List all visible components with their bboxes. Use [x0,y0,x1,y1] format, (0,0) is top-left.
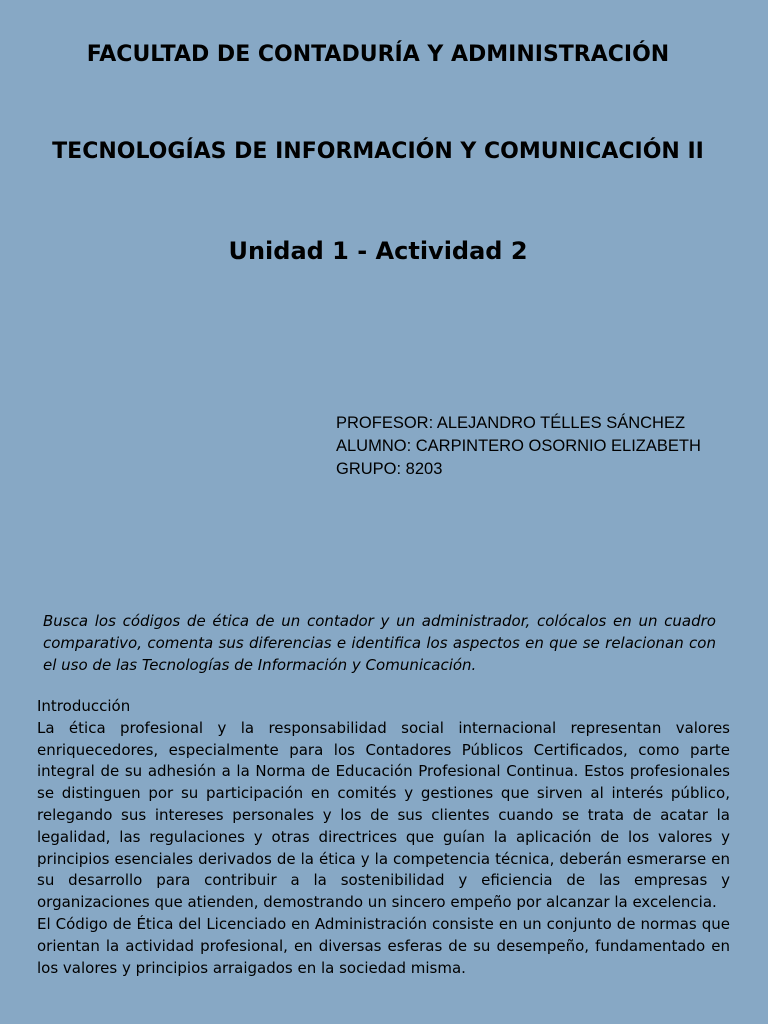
course-title: TECNOLOGÍAS DE INFORMACIÓN Y COMUNICACIÓN II [52,139,704,164]
introduction-section [37,696,730,979]
introduction-paragraph-2: El Código de Ética del Licenciado en Administración consiste en un conjunto de normas que orientan la actividad profesional, en diversas esferas de su desempeño, fundamentado en los valores y principios arraigados en la sociedad misma. [37,914,730,977]
introduction-heading: Introducción [37,697,131,715]
introduction-paragraph-1: La ética profesional y la responsabilidad social internacional representan valores enriquecedores, especialmente para los Contadores Públicos Certificados, como parte integral de su adhesión a la Norma de Educación Profesional Continua. Estos profesionales se distinguen por su participación en comités y gestiones que sirven al interés público, relegando sus intereses personales y los de sus clientes cuando se trata de acatar la legalidad, las regulaciones y otras directrices que guían la aplicación de los valores y principios esenciales derivados de la ética y la competencia técnica, deberán esmerarse en su desarrollo para contribuir a la sostenibilidad y eficiencia de las empresas y organizaciones que atienden, demostrando un sincero empeño por alcanzar la excelencia. [37,718,730,912]
professor-line: PROFESOR: ALEJANDRO TÉLLES SÁNCHEZ [336,414,686,432]
author-info [336,412,701,481]
assignment-instructions: Busca los códigos de ética de un contador y un administrador, colócalos en un cuadro comparativo, comenta sus diferencias e identifica los aspectos en que se relacionan con el uso de las Tecnologías de Información y Comunicación. [43,612,716,674]
student-line: ALUMNO: CARPINTERO OSORNIO ELIZABETH [336,437,701,455]
faculty-title: FACULTAD DE CONTADURÍA Y ADMINISTRACIÓN [86,42,670,67]
unit-title: Unidad 1 - Actividad 2 [228,237,528,265]
group-line: GRUPO: 8203 [336,460,443,478]
